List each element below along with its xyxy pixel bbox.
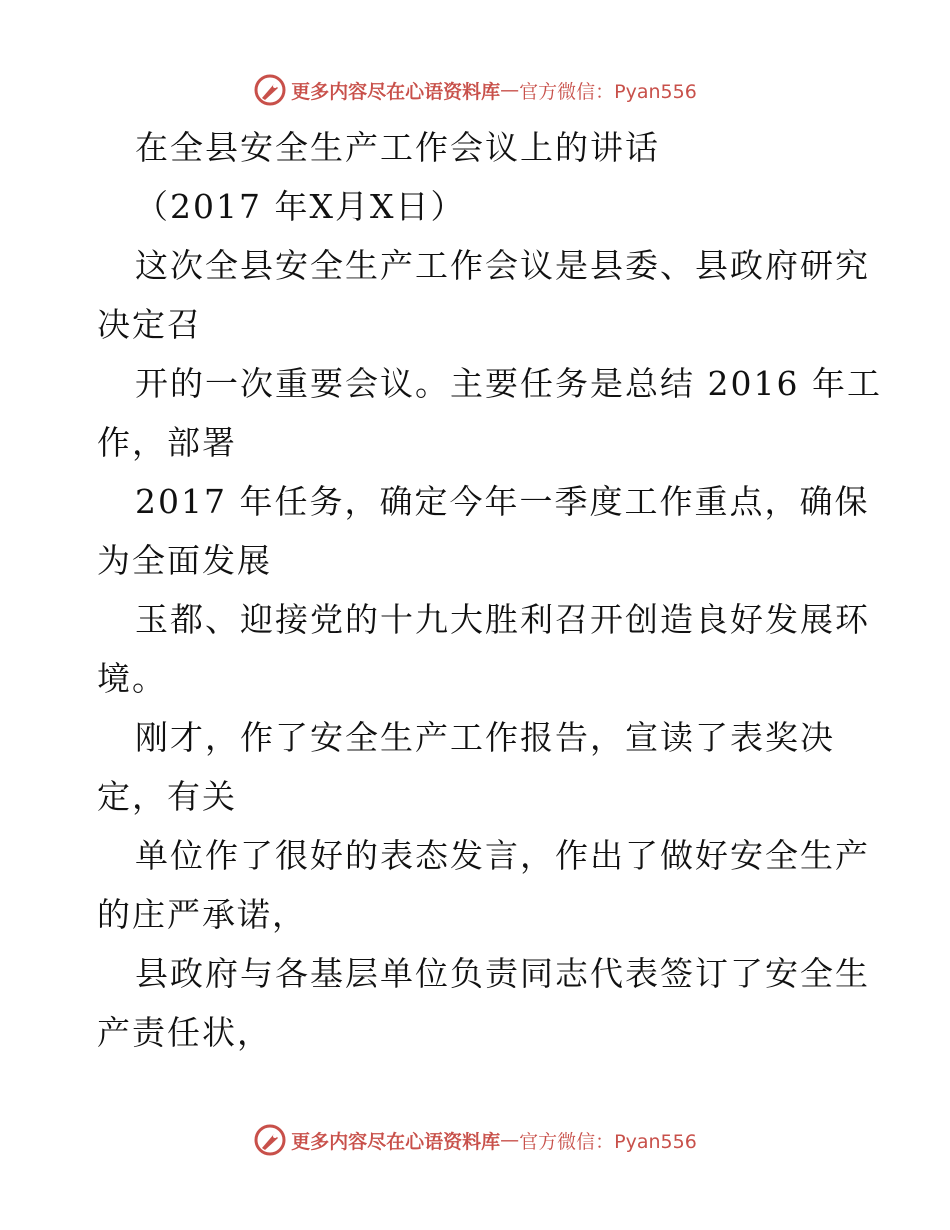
paragraph-line: 作，部署 bbox=[97, 423, 237, 462]
paragraph-line: 刚才，作了安全生产工作报告，宣读了表奖决 bbox=[135, 718, 835, 757]
paragraph-line: 开的一次重要会议。主要任务是总结 2016 年工 bbox=[135, 364, 882, 403]
banner-separator: — bbox=[500, 79, 520, 101]
paragraph-line: 单位作了很好的表态发言，作出了做好安全生产 bbox=[135, 836, 870, 875]
paragraph-line: 这次全县安全生产工作会议是县委、县政府研究 bbox=[135, 246, 870, 285]
paragraph-line: 定，有关 bbox=[97, 777, 237, 816]
paragraph-line: 产责任状， bbox=[97, 1013, 272, 1052]
paragraph-line: 决定召 bbox=[97, 305, 202, 344]
pen-nib-logo-icon bbox=[253, 73, 287, 107]
paragraph-line: 的庄严承诺， bbox=[97, 895, 307, 934]
document-body bbox=[97, 118, 882, 1062]
banner-contact-text: 官方微信：Pyan556 bbox=[519, 1130, 697, 1153]
paragraph-line: 2017 年任务，确定今年一季度工作重点，确保 bbox=[135, 482, 870, 521]
banner-contact-text: 官方微信：Pyan556 bbox=[519, 80, 697, 103]
header-watermark-banner bbox=[0, 70, 950, 110]
paragraph-line: 县政府与各基层单位负责同志代表签订了安全生 bbox=[135, 954, 870, 993]
banner-brand-text: 更多内容尽在心语资料库 bbox=[291, 80, 501, 103]
paragraph-line: 为全面发展 bbox=[97, 541, 272, 580]
document-date: （2017 年X月X日） bbox=[135, 187, 466, 226]
document-title: 在全县安全生产工作会议上的讲话 bbox=[135, 128, 660, 167]
banner-brand-text: 更多内容尽在心语资料库 bbox=[291, 1130, 501, 1153]
paragraph-line: 玉都、迎接党的十九大胜利召开创造良好发展环 bbox=[135, 600, 870, 639]
paragraph-line: 境。 bbox=[97, 659, 167, 698]
pen-nib-logo-icon bbox=[253, 1123, 287, 1157]
banner-separator: — bbox=[500, 1129, 520, 1151]
footer-watermark-banner bbox=[0, 1120, 950, 1160]
